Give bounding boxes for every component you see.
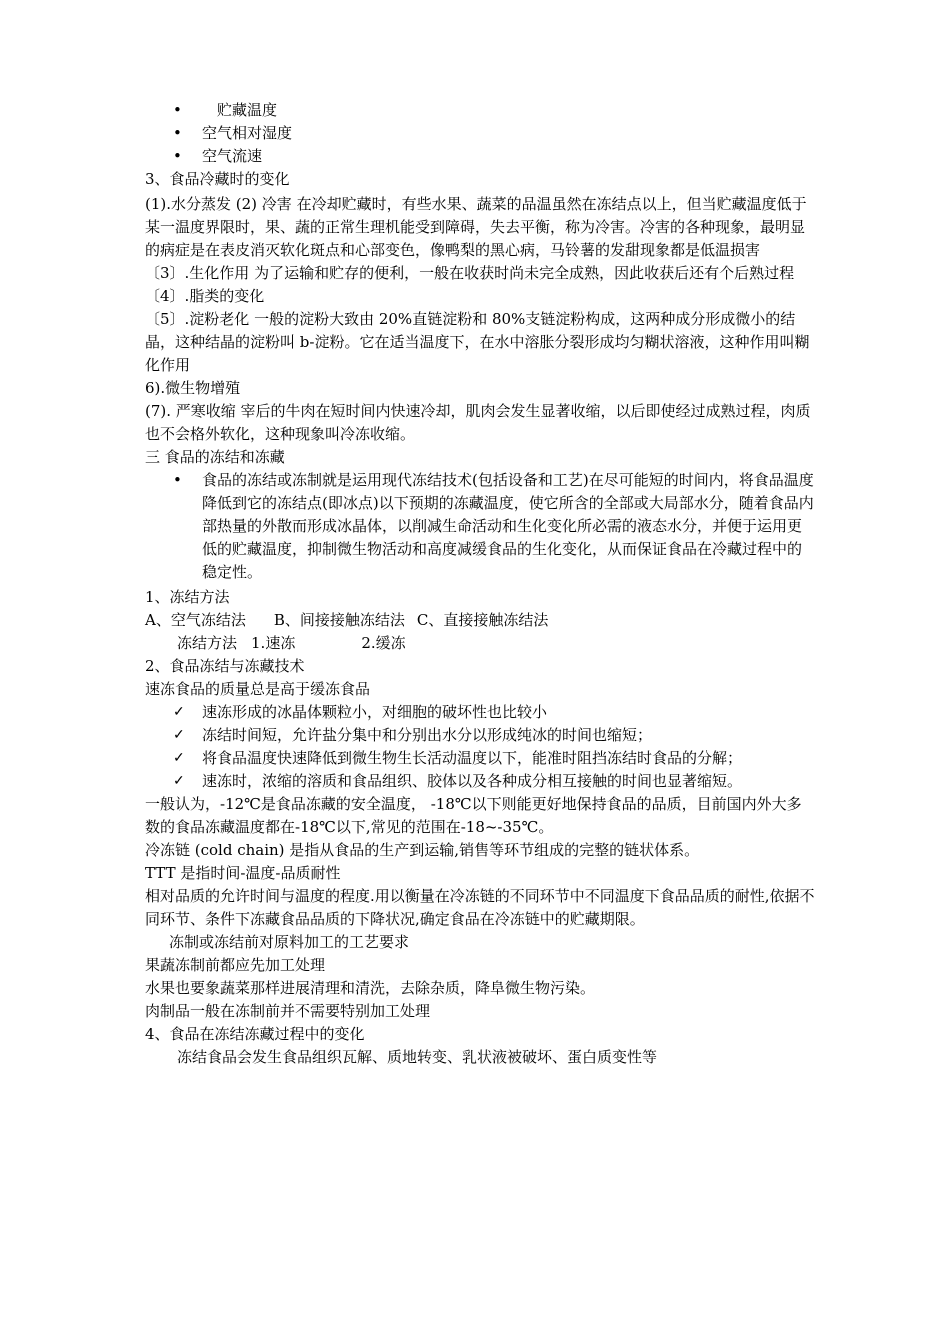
paragraph: (7). 严寒收缩 宰后的牛肉在短时间内快速冷却，肌肉会发生显著收缩，以后即使经过成熟过程，肉质也不会格外软化，这种现象叫冷冻收缩。 [145,402,811,443]
section-heading: 3、食品冷藏时的变化 [145,170,290,188]
paragraph: 肉制品一般在冻制前并不需要特别加工处理 [145,1002,431,1020]
paragraph: 〔3〕.生化作用 为了运输和贮存的便利，一般在收获时尚未完全成熟，因此收获后还有个后熟过程 [145,264,795,282]
paragraph: 水果也要象蔬菜那样进展清理和清洗，去除杂质，降阜微生物污染。 [145,979,596,997]
paragraph: (1).水分蒸发 (2) 冷害 在冷却贮藏时，有些水果、蔬菜的品温虽然在冻结点以上，但当贮藏温度低于某一温度界限时，果、蔬的正常生理机能受到障碍，失去平衡，称为冷害。冷害的各种现象，最明显的病症是在表皮消灭软化斑点和心部变色，像鸭梨的黑心病，马铃薯的发甜现象都是低温损害 [145,195,807,259]
methods-row [145,632,815,655]
section-heading: 1、冻结方法 [145,588,230,606]
method-slow: 2.缓冻 [361,634,406,652]
check-icon: ✓ [173,750,185,766]
list-item-text: 冻结时间短，允许盐分集中和分别出水分以形成纯冰的时间也缩短； [202,726,653,744]
paragraph: 〔5〕.淀粉老化 一般的淀粉大致由 20%直链淀粉和 80%支链淀粉构成，这两种成分形成微小的结晶，这种结晶的淀粉叫 b-淀粉。它在适当温度下，在水中溶胀分裂形成均匀糊状溶液，这种作用叫糊化作用 [145,310,810,374]
list-item [145,701,815,724]
method-fast: 1.速冻 [251,634,296,652]
paragraph: 冷冻链 (cold chain) 是指从食品的生产到运输,销售等环节组成的完整的链状体系。 [145,841,700,859]
list-item [145,145,815,168]
bullet-icon: • [173,101,182,119]
list-item-text: 速冻时，浓缩的溶质和食品组织、胶体以及各种成分相互接触的时间也显著缩短。 [202,772,743,790]
paragraph: 冻制或冻结前对原料加工的工艺要求 [169,933,410,951]
bullet-icon: • [173,471,182,489]
list-item-text: 将食品温度快速降低到微生物生长活动温度以下，能准时阻挡冻结时食品的分解； [202,749,743,767]
document-body [145,99,815,1069]
paragraph: 速冻食品的质量总是高于缓冻食品 [145,680,371,698]
paragraph: 6).微生物增殖 [145,379,241,397]
section-heading: 2、食品冻结与冻藏技术 [145,657,305,675]
method-b: B、间接接触冻结法 [273,611,405,629]
paragraph: 冻结食品会发生食品组织瓦解、质地转变、乳状液被破坏、蛋白质变性等 [177,1048,658,1066]
paragraph: 果蔬冻制前都应先加工处理 [145,956,326,974]
definition-text: 食品的冻结或冻制就是运用现代冻结技术(包括设备和工艺)在尽可能短的时间内，将食品温度降低到它的冻结点(即冰点)以下预期的冻藏温度，使它所含的全部或大局部水分，随着食品内部热量的外散而形成冰晶体，以削减生命活动和生化变化所必需的液态水分，并便于运用更低的贮藏温度，抑制微生物活动和高度减缓食品的生化变化，从而保证食品在冷藏过程中的稳定性。 [202,471,814,581]
list-item-text: 空气相对湿度 [202,124,293,142]
list-item [145,99,815,122]
section-heading: 三 食品的冻结和冻藏 [145,448,285,466]
method-c: C、直接接触冻结法 [416,611,549,629]
list-item-text: 贮藏温度 [217,101,278,119]
bullet-icon: • [173,147,182,165]
check-icon: ✓ [173,773,185,789]
list-item [145,724,815,747]
paragraph: 〔4〕.脂类的变化 [145,287,265,305]
check-icon: ✓ [173,704,185,720]
paragraph: TTT 是指时间-温度-品质耐性 [145,864,341,882]
paragraph: 一般认为，-12℃是食品冻藏的安全温度， -18℃以下则能更好地保持食品的品质，目前国内外大多数的食品冻藏温度都在-18℃以下,常见的范围在-18~-35℃。 [145,795,802,836]
list-item [145,469,815,584]
list-item [145,122,815,145]
list-item [145,747,815,770]
paragraph: 相对品质的允许时间与温度的程度.用以衡量在冷冻链的不同环节中不同温度下食品品质的耐性,依据不同环节、条件下冻藏食品品质的下降状况,确定食品在冷冻链中的贮藏期限。 [145,887,815,928]
method-a: A、空气冻结法 [145,611,246,629]
list-item [145,770,815,793]
section-heading: 4、食品在冻结冻藏过程中的变化 [145,1025,365,1043]
check-icon: ✓ [173,727,185,743]
list-item-text: 空气流速 [202,147,263,165]
bullet-icon: • [173,124,182,142]
methods-row [145,609,815,632]
list-item-text: 速冻形成的冰晶体颗粒小，对细胞的破坏性也比较小 [202,703,548,721]
method-label: 冻结方法 [177,634,238,652]
